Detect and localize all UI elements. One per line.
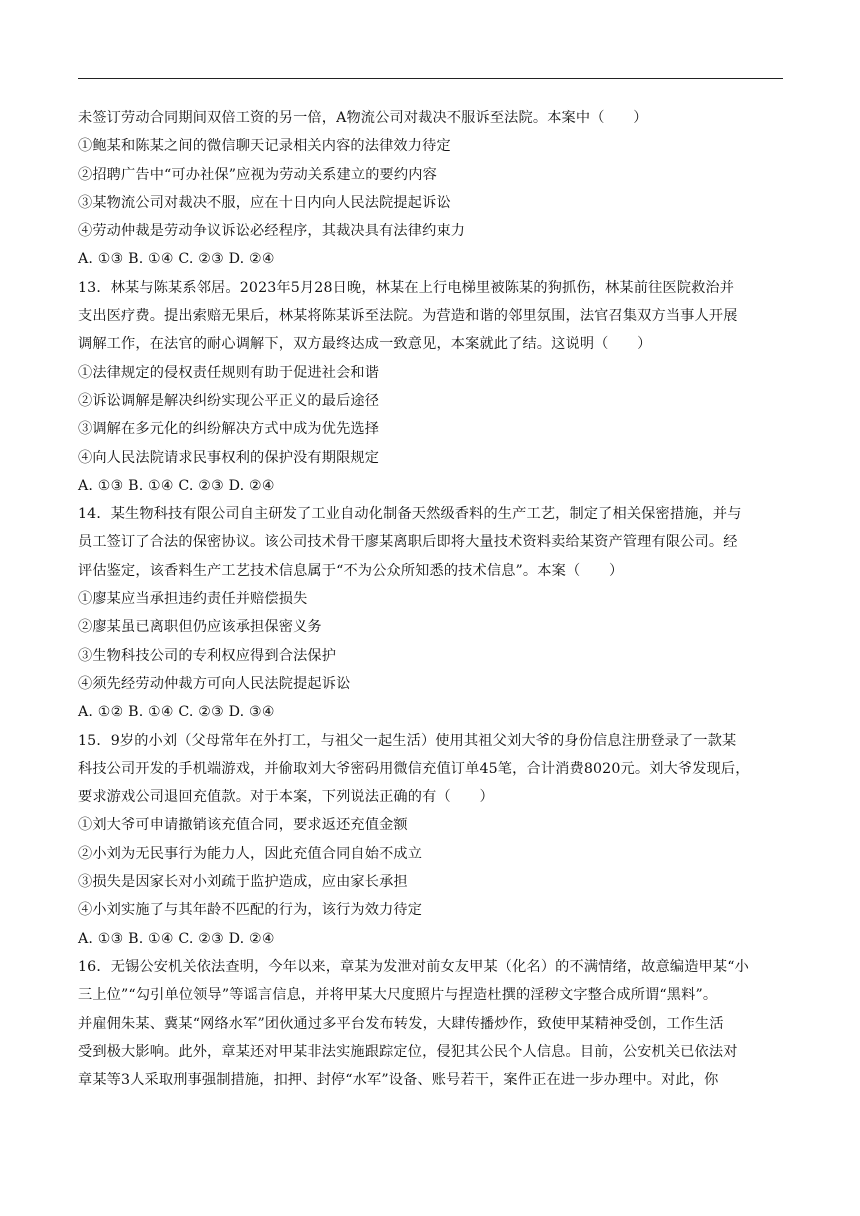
- question-stem-line: 支出医疗费。提出索赔无果后，林某将陈某诉至法院。为营造和谐的邻里氛围，法官召集双方当事人开展: [78, 308, 738, 325]
- question-stem-line: 调解工作，在法官的耐心调解下，双方最终达成一致意见，本案就此了结。这说明（ ）: [78, 336, 652, 353]
- option-item: ③调解在多元化的纠纷解决方式中成为优先选择: [78, 421, 380, 438]
- answer-choices: A. ①③ B. ①④ C. ②③ D. ②④: [78, 930, 275, 947]
- question-stem-line: 科技公司开发的手机端游戏，并偷取刘大爷密码用微信充值订单45笔，合计消费8020元。刘大爷发现后，: [78, 760, 750, 777]
- question-13: [78, 274, 783, 500]
- question-stem-line: 要求游戏公司退回充值款。对于本案，下列说法正确的有（ ）: [78, 789, 494, 806]
- option-item: ①刘大爷可申请撤销该充值合同，要求返还充值金额: [78, 817, 408, 834]
- option-item: ④须先经劳动仲裁方可向人民法院提起诉讼: [78, 675, 351, 692]
- option-item: ④小刘实施了与其年龄不匹配的行为，该行为效力待定: [78, 902, 423, 919]
- option-item: ③损失是因家长对小刘疏于监护造成，应由家长承担: [78, 874, 408, 891]
- question-stem-line: 未签订劳动合同期间双倍工资的另一倍，A物流公司对裁决不服诉至法院。本案中（ ）: [78, 110, 648, 126]
- option-item: ④向人民法院请求民事权利的保护没有期限规定: [78, 449, 380, 466]
- option-item: ③某物流公司对裁决不服，应在十日内向人民法院提起诉讼: [78, 194, 451, 211]
- option-item: ②小刘为无民事行为能力人，因此充值合同自始不成立: [78, 845, 423, 862]
- question-stem-line: 14．某生物科技有限公司自主研发了工业自动化制备天然级香料的生产工艺，制定了相关保密措施，并与: [78, 506, 742, 523]
- question-12-tail: [78, 104, 783, 274]
- option-item: ②诉讼调解是解决纠纷实现公平正义的最后途径: [78, 392, 380, 409]
- answer-choices: A. ①③ B. ①④ C. ②③ D. ②④: [78, 477, 275, 494]
- question-stem-line: 三上位”“勾引单位领导”等谣言信息，并将甲某大尺度照片与捏造杜撰的淫秽文字整合成所谓“黑料”。: [78, 987, 718, 1004]
- question-15: [78, 727, 783, 953]
- question-14: [78, 500, 783, 726]
- question-stem-line: 员工签订了合法的保密协议。该公司技术骨干廖某离职后即将大量技术资料卖给某资产管理有限公司。经: [78, 534, 738, 551]
- question-stem-line: 16．无锡公安机关依法查明，今年以来，章某为发泄对前女友甲某（化名）的不满情绪，故意编造甲某“小: [78, 958, 749, 975]
- question-stem-line: 评估鉴定，该香料生产工艺技术信息属于“不为公众所知悉的技术信息”。本案（ ）: [78, 562, 624, 579]
- question-stem-line: 章某等3人采取刑事强制措施，扣押、封停“水军”设备、账号若干，案件正在进一步办理中。对此，你: [78, 1072, 719, 1089]
- question-16: [78, 953, 783, 1094]
- option-item: ①廖某应当承担违约责任并赔偿损失: [78, 591, 308, 608]
- option-item: ①法律规定的侵权责任规则有助于促进社会和谐: [78, 364, 380, 381]
- option-item: ①鲍某和陈某之间的微信聊天记录相关内容的法律效力待定: [78, 138, 451, 155]
- document-body: [78, 104, 783, 1094]
- question-stem-line: 受到极大影响。此外，章某还对甲某非法实施跟踪定位，侵犯其公民个人信息。目前，公安机关已依法对: [78, 1043, 738, 1060]
- option-item: ④劳动仲裁是劳动争议诉讼必经程序，其裁决具有法律约束力: [78, 223, 466, 240]
- question-stem-line: 并雇佣朱某、冀某“网络水军”团伙通过多平台发布转发，大肆传播炒作，致使甲某精神受创，工作生活: [78, 1015, 724, 1032]
- question-stem-line: 15．9岁的小刘（父母常年在外打工，与祖父一起生活）使用其祖父刘大爷的身份信息注册登录了一款某: [78, 732, 737, 749]
- answer-choices: A. ①③ B. ①④ C. ②③ D. ②④: [78, 251, 275, 268]
- option-item: ②招聘广告中“可办社保”应视为劳动关系建立的要约内容: [78, 166, 437, 183]
- question-stem-line: 13．林某与陈某系邻居。2023年5月28日晚，林某在上行电梯里被陈某的狗抓伤，林某前往医院救治并: [78, 279, 735, 296]
- option-item: ②廖某虽已离职但仍应该承担保密义务: [78, 619, 322, 636]
- answer-choices: A. ①② B. ①④ C. ②③ D. ③④: [78, 704, 275, 721]
- option-item: ③生物科技公司的专利权应得到合法保护: [78, 647, 337, 664]
- header-rule: [78, 78, 783, 79]
